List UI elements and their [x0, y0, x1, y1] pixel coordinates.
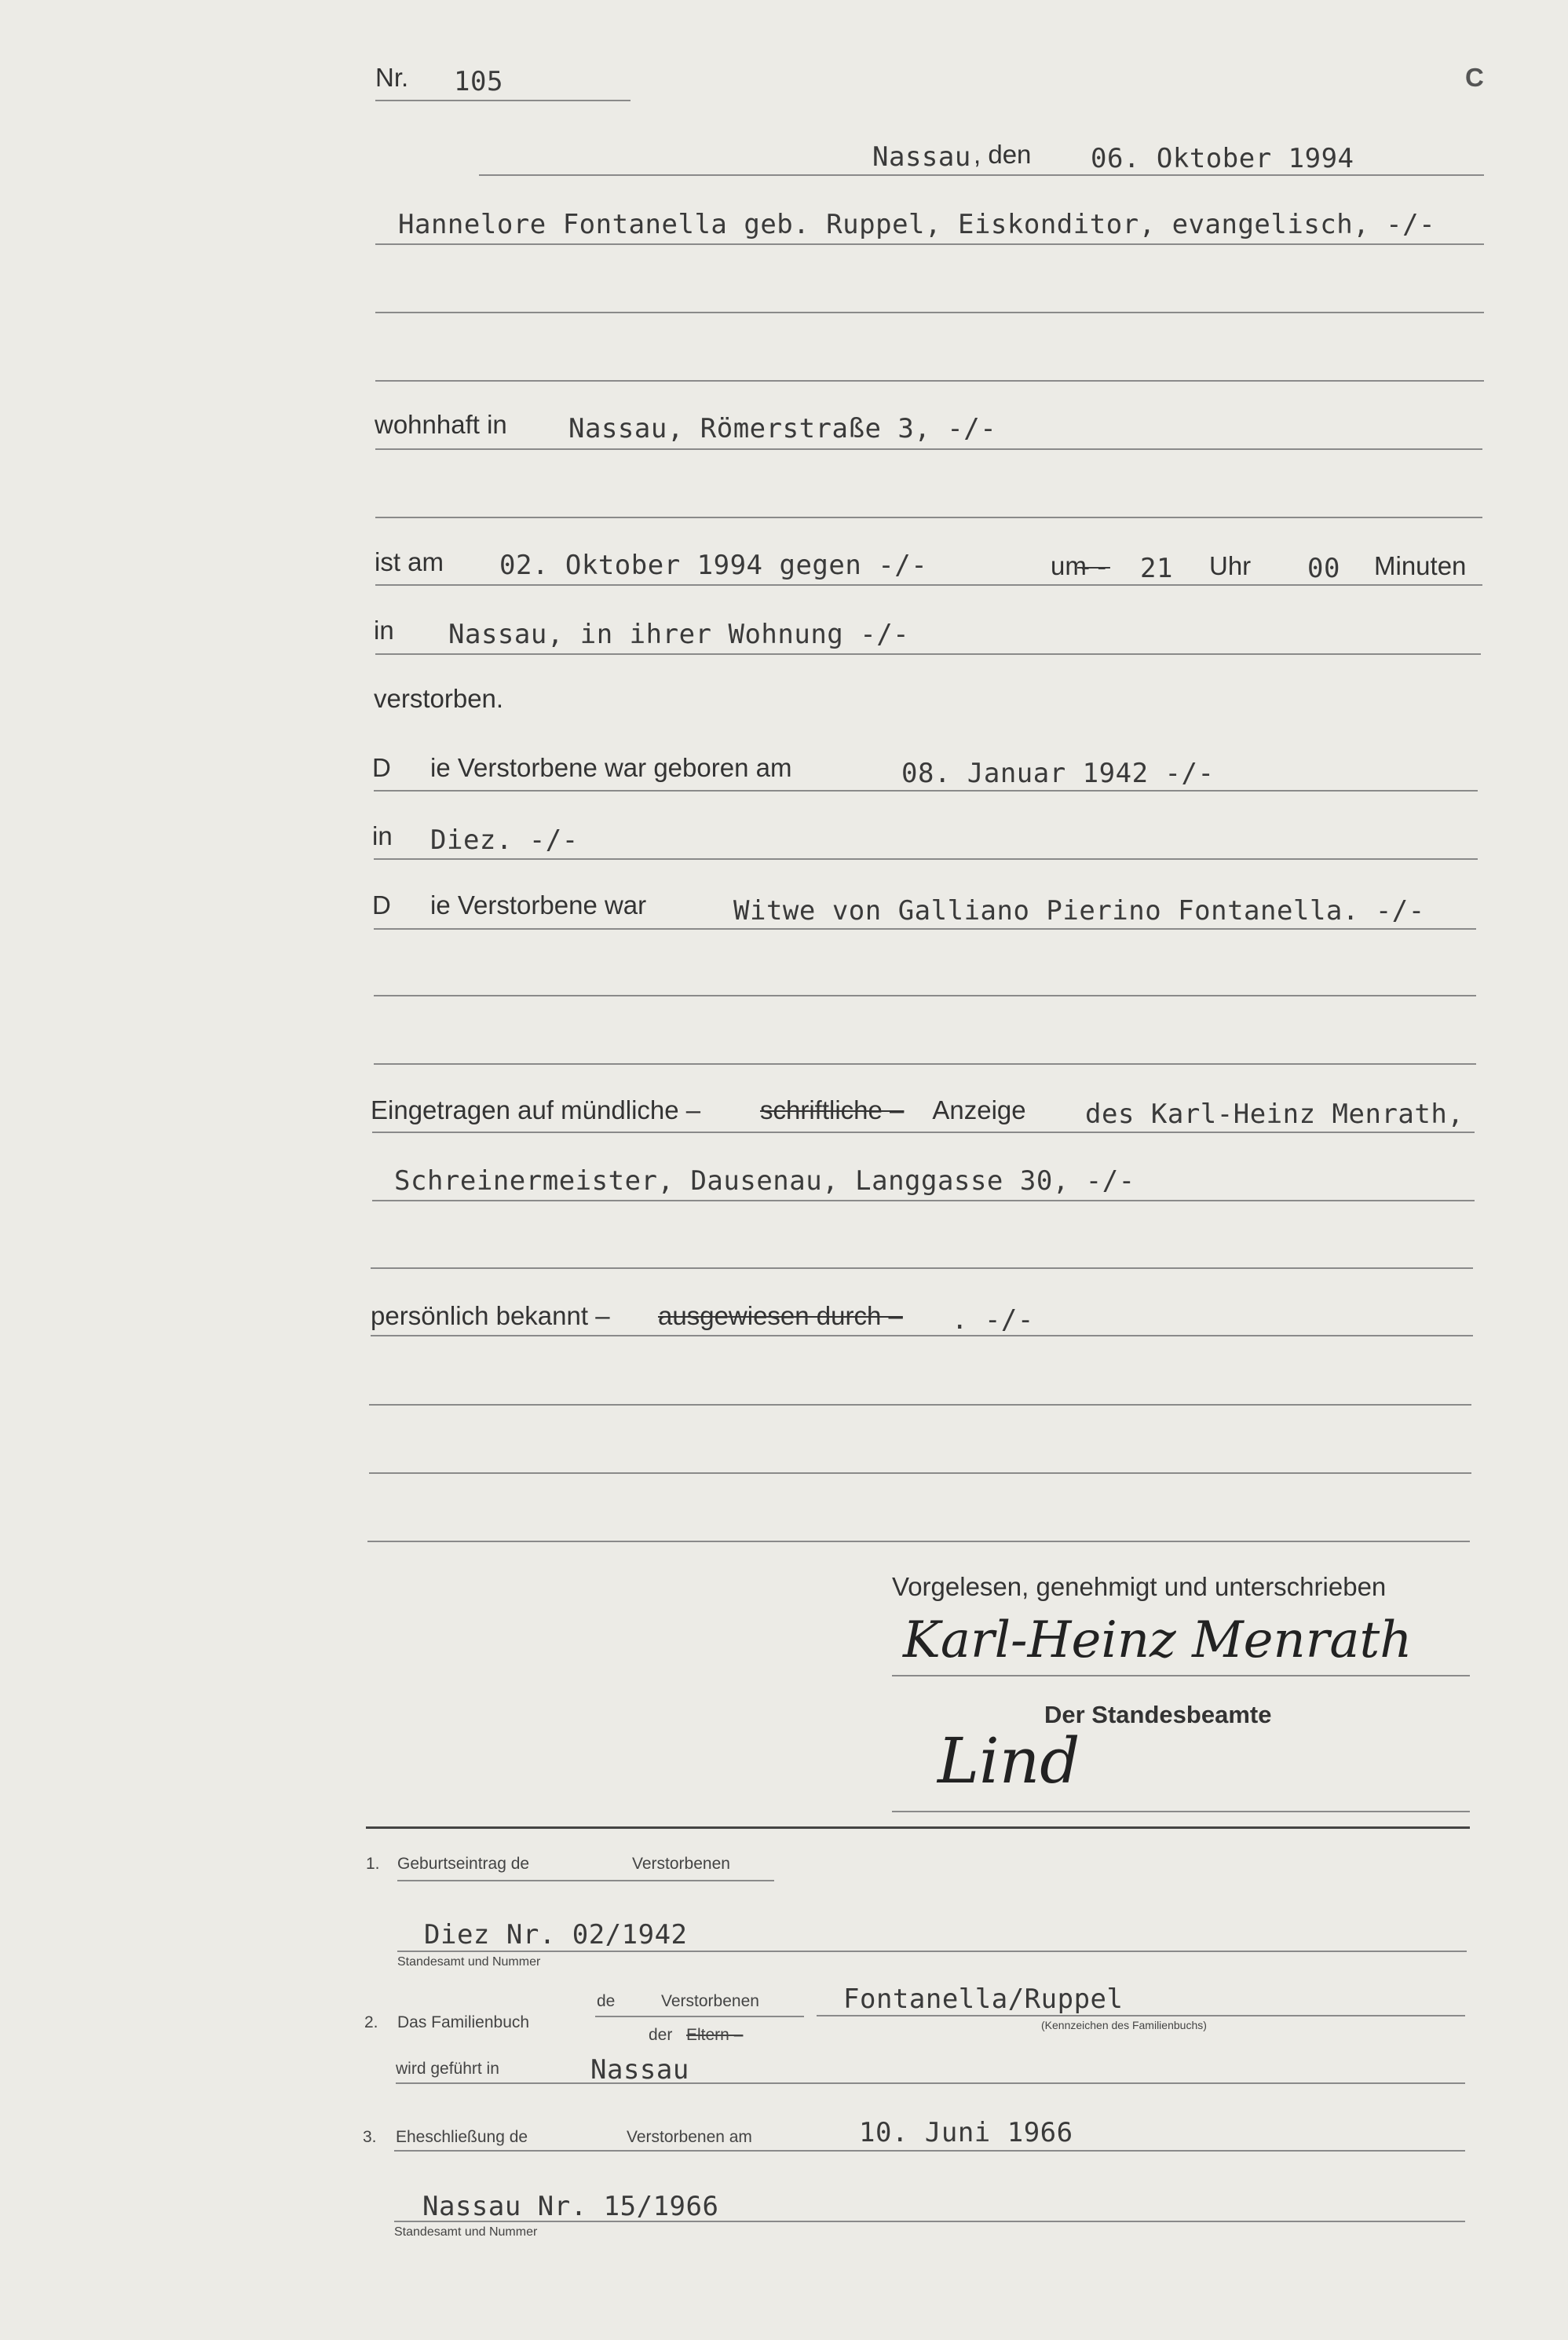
death-place-value: Nassau, in ihrer Wohnung -/-: [448, 619, 910, 650]
birth-place-underline: [374, 858, 1478, 860]
report-label-end: Anzeige: [927, 1095, 1026, 1124]
death-underline: [375, 584, 1482, 586]
report-label-start: Eingetragen auf mündliche –: [371, 1095, 708, 1124]
birth-d-prefix: D: [372, 753, 391, 782]
birth-date: 08. Januar 1942 -/-: [901, 758, 1215, 789]
item3-underline: [394, 2150, 1465, 2152]
item1-value: Diez Nr. 02/1942: [424, 1919, 688, 1951]
item1-value-underline: [397, 1951, 1467, 1952]
item3-value: Nassau Nr. 15/1966: [422, 2191, 719, 2222]
death-hour: 21: [1140, 553, 1173, 584]
verstorben-label: verstorben.: [374, 684, 504, 713]
blank-line-8: [369, 1472, 1471, 1474]
known-underline: [371, 1335, 1473, 1336]
death-date-label: ist am: [375, 547, 444, 576]
known-struck: ausgewiesen durch –: [658, 1301, 903, 1330]
known-label: persönlich bekannt –: [371, 1301, 617, 1330]
death-place-underline: [375, 653, 1481, 655]
nr-label: Nr.: [375, 63, 409, 92]
date-underline: [479, 174, 1484, 176]
item1-number: 1.: [366, 1855, 380, 1873]
item1-label-underline: [397, 1880, 774, 1881]
item2-eltern: Eltern –: [686, 2026, 744, 2044]
reporter-underline-2: [372, 1200, 1475, 1201]
item2-kept-label: wird geführt in: [396, 2060, 499, 2078]
item2-kept-value: Nassau: [590, 2054, 689, 2086]
item2-label: Das Familienbuch: [397, 2013, 530, 2031]
report-label-struck: schriftliche –: [760, 1095, 905, 1124]
blank-line-6: [371, 1267, 1473, 1269]
registrar-signature-line: [892, 1811, 1470, 1812]
reporter-line-2: Schreinermeister, Dausenau, Langgasse 30, -/-: [394, 1165, 1135, 1197]
status-d-prefix: D: [372, 890, 391, 920]
item3-number: 3.: [363, 2128, 377, 2146]
read-approved-label: Vorgelesen, genehmigt und unterschrieben: [892, 1572, 1387, 1601]
death-place-label: in: [374, 616, 394, 645]
blank-line-1: [375, 312, 1484, 313]
um-struck: --: [1077, 551, 1110, 583]
item2-caption: (Kennzeichen des Familienbuchs): [1041, 2019, 1207, 2031]
item3-label: Eheschließung de: [396, 2128, 528, 2146]
uhr-label: Uhr: [1209, 551, 1252, 580]
death-minutes: 00: [1307, 553, 1340, 584]
death-date-value: 02. Oktober 1994 gegen -/-: [499, 550, 928, 581]
item3-date: 10. Juni 1966: [859, 2117, 1073, 2148]
deceased-name-line: Hannelore Fontanella geb. Ruppel, Eiskonditor, evangelisch, -/-: [398, 209, 1436, 240]
minuten-label: Minuten: [1374, 551, 1467, 580]
residence-label: wohnhaft in: [375, 410, 507, 439]
nr-underline: [375, 100, 630, 101]
name-underline: [375, 243, 1484, 245]
item2-der: der: [649, 2026, 673, 2044]
item2-verstorbenen: Verstorbenen: [661, 1992, 759, 2010]
footer-divider: [366, 1826, 1470, 1829]
birth-place: Diez. -/-: [430, 824, 579, 856]
registrar-signature: Lind: [938, 1724, 1080, 1797]
status-underline: [374, 928, 1476, 930]
blank-line-5: [374, 1063, 1476, 1065]
item2-kept-underline: [396, 2082, 1465, 2084]
status-label: ie Verstorbene war: [430, 890, 647, 920]
reporter-signature: Karl-Heinz Menrath: [903, 1611, 1413, 1669]
den-label: , den: [974, 140, 1032, 169]
um-label: um: [1051, 551, 1087, 580]
birth-label: ie Verstorbene war geboren am: [430, 753, 792, 782]
item3-caption: Standesamt und Nummer: [394, 2225, 538, 2239]
registrar-label: Der Standesbeamte: [1044, 1701, 1272, 1728]
record-date: 06. Oktober 1994: [1091, 143, 1354, 174]
birth-underline: [374, 790, 1478, 792]
blank-line-9: [367, 1541, 1470, 1542]
item2-number: 2.: [364, 2013, 378, 2031]
reporter-line-1: des Karl-Heinz Menrath,: [1085, 1099, 1464, 1130]
blank-line-3: [375, 517, 1482, 518]
corner-letter: C: [1465, 63, 1484, 92]
item3-suffix: Verstorbenen am: [627, 2128, 752, 2146]
nr-value: 105: [454, 66, 503, 97]
status-value: Witwe von Galliano Pierino Fontanella. -/-: [733, 895, 1425, 927]
reporter-underline-1: [372, 1132, 1475, 1133]
item2-value: Fontanella/Ruppel: [843, 1984, 1124, 2015]
item1-label: Geburtseintrag de: [397, 1855, 530, 1873]
birth-place-label: in: [372, 821, 393, 850]
place-of-record: Nassau: [872, 141, 971, 173]
reporter-signature-line: [892, 1675, 1470, 1676]
item1-caption: Standesamt und Nummer: [397, 1955, 541, 1969]
item3-value-underline: [394, 2221, 1465, 2222]
residence-underline: [375, 448, 1482, 450]
item2-fraction-line: [595, 2016, 804, 2017]
item1-suffix: Verstorbenen: [632, 1855, 730, 1873]
blank-line-4: [374, 995, 1476, 996]
item2-de: de: [597, 1992, 616, 2010]
item2-value-underline: [817, 2015, 1465, 2016]
blank-line-2: [375, 380, 1484, 382]
blank-line-7: [369, 1404, 1471, 1406]
known-value: . -/-: [952, 1304, 1034, 1336]
residence-value: Nassau, Römerstraße 3, -/-: [568, 413, 997, 444]
